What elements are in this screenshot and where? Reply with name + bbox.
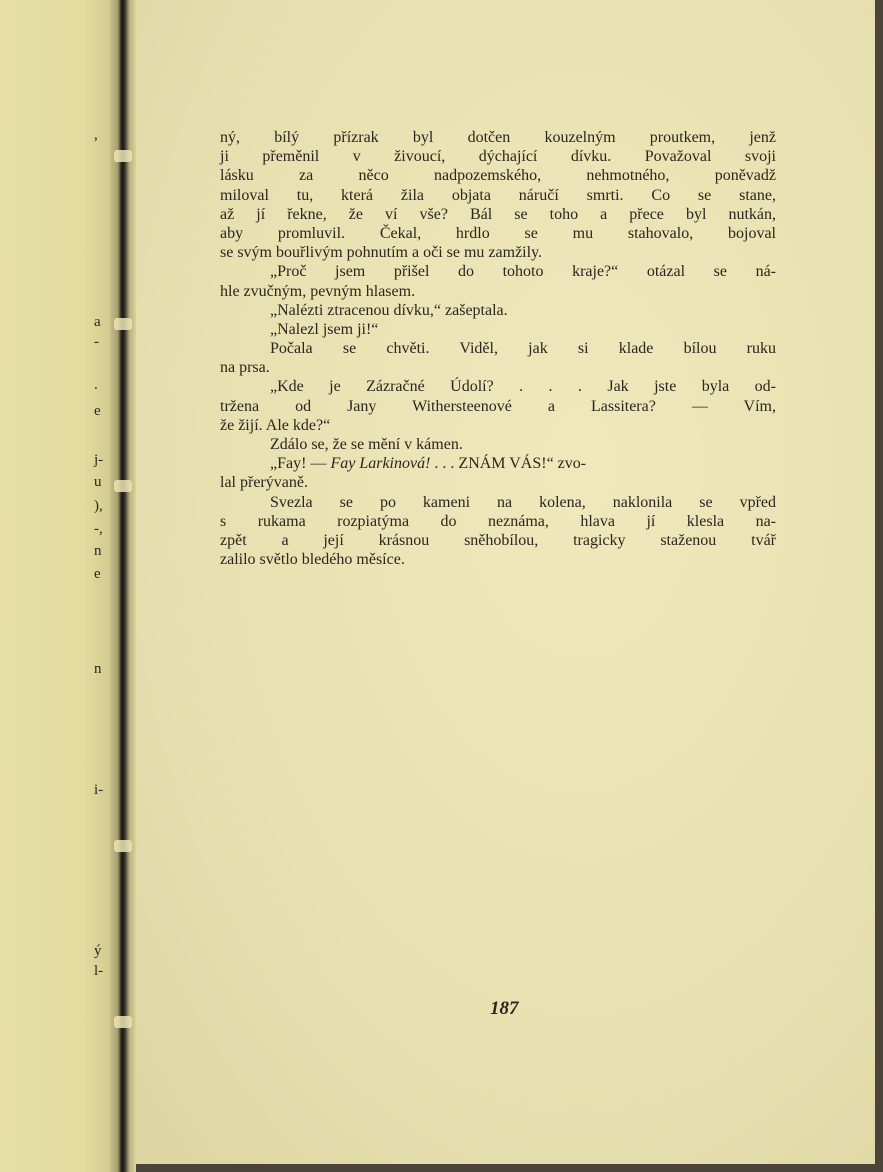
left-page: [0, 0, 118, 1172]
text-line: Zdálo se, že se mění v kámen.: [270, 436, 463, 453]
binding-stitch: [114, 480, 132, 492]
page-number: 187: [490, 998, 519, 1019]
text-line: až jí řekne, že ví vše? Bál se toho a přece byl nutkán,: [220, 205, 776, 223]
body-text: [220, 128, 776, 569]
left-page-fragment: e: [94, 403, 101, 419]
dialogue-emphasis: Fay Larkinová!: [330, 455, 431, 473]
left-page-fragment: i-: [94, 782, 104, 798]
left-page-fragment: j-: [94, 452, 104, 468]
text-line: aby promluvil. Čekal, hrdlo se mu stahovalo, bojoval: [220, 224, 776, 242]
page-bottom-shadow: [136, 1164, 883, 1172]
binding-stitch: [114, 840, 132, 852]
left-page-fragment: -: [94, 334, 99, 350]
text-line: zpět a její krásnou sněhobílou, tragicky staženou tvář: [220, 531, 776, 549]
page-edge-shadow: [875, 0, 883, 1172]
left-page-fragment: ),: [94, 498, 103, 514]
text-line: Svezla se po kameni na kolena, naklonila se vpřed: [270, 493, 776, 511]
text-line: tržena od Jany Withersteenové a Lassitera? — Vím,: [220, 397, 776, 415]
text-line: se svým bouřlivým pohnutím a oči se mu zamžily.: [220, 244, 543, 262]
text-line: „Nalézti ztracenou dívku,“ zašeptala.: [270, 301, 508, 319]
text-line: lásku za něco nadpozemského, nehmotného, poněvadž: [220, 167, 776, 185]
text-line: na prsa.: [220, 359, 270, 377]
left-page-fragment: u: [94, 474, 102, 490]
left-page-fragment: l-: [94, 963, 104, 979]
left-page-fragment: n: [94, 661, 102, 677]
binding-stitch: [114, 1016, 132, 1028]
left-page-fragment: n: [94, 543, 102, 559]
text-line: s rukama rozpiatýma do neznáma, hlava jí klesla na-: [220, 512, 776, 530]
text-line: „Proč jsem přišel do tohoto kraje?“ otázal se ná-: [270, 263, 776, 281]
text-line: miloval tu, která žila objata náručí smrti. Co se stane,: [220, 186, 776, 204]
text-line: ji přeměnil v živoucí, dýchající dívku. Považoval svoji: [220, 148, 776, 166]
text-line: [220, 454, 776, 473]
left-page-fragment: e: [94, 566, 101, 582]
text-line: že žijí. Ale kde?“: [220, 416, 331, 434]
left-page-fragment: .: [94, 377, 98, 393]
dialogue-part: . . . ZNÁM VÁS!“ zvo-: [430, 455, 587, 473]
binding-stitch: [114, 150, 132, 162]
text-line: lal přerývaně.: [220, 474, 308, 492]
dialogue-part: „Fay! —: [270, 455, 331, 473]
text-line: hle zvučným, pevným hlasem.: [220, 282, 416, 300]
text-line: „Kde je Zázračné Údolí? . . . Jak jste byla od-: [270, 378, 776, 396]
left-page-fragment: ý: [94, 943, 102, 959]
book-spine-gutter: [110, 0, 136, 1172]
text-line: „Nalezl jsem ji!“: [270, 320, 379, 338]
text-line: ný, bílý přízrak byl dotčen kouzelným proutkem, jenž: [220, 129, 776, 146]
binding-stitch: [114, 318, 132, 330]
left-page-fragment: ,: [94, 127, 98, 143]
text-line: zalilo světlo bledého měsíce.: [220, 551, 405, 569]
text-line: Počala se chvěti. Viděl, jak si klade bílou ruku: [270, 340, 776, 358]
left-page-fragment: a: [94, 314, 101, 330]
left-page-fragment: -,: [94, 521, 103, 537]
